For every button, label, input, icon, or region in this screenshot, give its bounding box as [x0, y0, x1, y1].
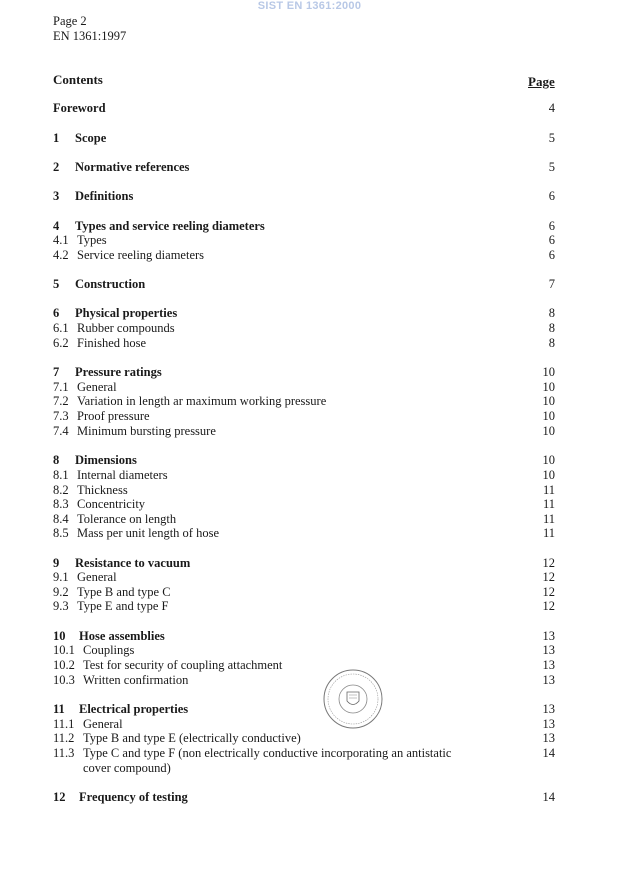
toc-entry-label	[53, 512, 176, 527]
toc-entry-label	[53, 453, 137, 468]
toc-entry-title: Test for security of coupling attachment	[83, 658, 283, 672]
toc-entry-title: Resistance to vacuum	[75, 556, 191, 570]
toc-entry-number: 6.1	[53, 321, 69, 335]
toc-entry-page: 12	[542, 570, 555, 584]
toc-entry-title: Mass per unit length of hose	[77, 526, 219, 540]
toc-entry-page: 13	[542, 643, 555, 657]
toc-entry-label	[53, 673, 188, 688]
toc-entry-title: Type C and type F (non electrically conductive incorporating an antistatic	[83, 746, 452, 760]
toc-entry-page: 8	[548, 321, 555, 335]
toc-entry-title: Type E and type F	[77, 599, 169, 613]
entry-11-3-continuation: cover compound)	[83, 761, 171, 775]
toc-entry-title: Minimum bursting pressure	[77, 424, 216, 438]
toc-entry-number: 8.4	[53, 512, 69, 526]
toc-entry-number: 9	[53, 556, 60, 570]
toc-entry-number: 1	[53, 131, 60, 145]
toc-entry-number: 10.3	[53, 673, 75, 687]
toc-entry-number: 11.2	[53, 731, 75, 745]
toc-entry-title: General	[83, 717, 123, 731]
toc-entry-number: 7.2	[53, 394, 69, 408]
toc-entry-page: 4	[548, 101, 555, 115]
toc-entry-page: 11	[542, 483, 555, 497]
toc-entry-page: 13	[542, 629, 555, 643]
toc-entry-title: Electrical properties	[79, 702, 189, 716]
toc-entry-title: Scope	[75, 131, 107, 145]
toc-entry-number: 3	[53, 189, 60, 203]
toc-entry-label	[53, 570, 117, 585]
toc-entry-number: 8.2	[53, 483, 69, 497]
toc-entry-label	[53, 585, 171, 600]
toc-entry-label	[53, 336, 146, 351]
toc-entry-title: Frequency of testing	[79, 790, 188, 804]
toc-entry-label	[53, 497, 145, 512]
toc-entry-title: General	[77, 570, 117, 584]
toc-entry-page: 6	[548, 189, 555, 203]
toc-entry-title: Construction	[75, 277, 146, 291]
toc-entry-number: 8	[53, 453, 60, 467]
toc-entry-label	[53, 790, 188, 805]
toc-entry-number: 9.2	[53, 585, 69, 599]
toc-entry-label	[53, 717, 123, 732]
toc-entry-page: 13	[542, 658, 555, 672]
toc-entry-label	[53, 394, 326, 409]
toc-entry-number: 4	[53, 219, 60, 233]
toc-entry-number: 9.1	[53, 570, 69, 584]
toc-entry-title: Proof pressure	[77, 409, 150, 423]
toc-entry-page: 13	[542, 731, 555, 745]
toc-entry-label	[53, 658, 282, 673]
toc-entry-title: Tolerance on length	[77, 512, 177, 526]
toc-entry-number: 8.3	[53, 497, 69, 511]
toc-entry-label	[53, 629, 165, 644]
toc-entry-label	[53, 746, 451, 761]
toc-entry-label	[53, 321, 175, 336]
toc-entry-label	[53, 702, 188, 717]
toc-entry-title: Types and service reeling diameters	[75, 219, 265, 233]
page-column-heading: Page	[528, 74, 555, 89]
toc-entry-page: 10	[542, 468, 555, 482]
toc-entry-number: 12	[53, 790, 66, 804]
toc-entry-number: 6	[53, 306, 60, 320]
toc-entry-page: 11	[542, 512, 555, 526]
toc-entry-page: 14	[542, 790, 555, 804]
toc-entry-number: 10.1	[53, 643, 75, 657]
toc-entry-page: 6	[548, 233, 555, 247]
toc-entry-page: 6	[548, 248, 555, 262]
toc-entry-number: 8.5	[53, 526, 69, 540]
toc-entry-number: 7	[53, 365, 60, 379]
toc-entry-title: Finished hose	[77, 336, 147, 350]
toc-entry-label	[53, 556, 190, 571]
toc-entry-number: 9.3	[53, 599, 69, 613]
toc-entry-page: 10	[542, 409, 555, 423]
toc-entry-page: 10	[542, 394, 555, 408]
toc-entry-label	[53, 380, 117, 395]
watermark: SIST EN 1361:2000	[257, 0, 362, 12]
toc-entry-page: 13	[542, 702, 555, 716]
toc-entry-label	[53, 233, 107, 248]
toc-entry-title: Normative references	[75, 160, 190, 174]
toc-entry-title: General	[77, 380, 117, 394]
toc-entry-page: 13	[542, 673, 555, 687]
toc-entry-label	[53, 189, 133, 204]
toc-entry-page: 5	[548, 160, 555, 174]
toc-entry-label	[53, 248, 204, 263]
toc-entry-number: 5	[53, 277, 60, 291]
toc-entry-title: Types	[77, 233, 107, 247]
toc-entry-label	[53, 160, 189, 175]
toc-entry-title: Physical properties	[75, 306, 178, 320]
toc-entry-title: Rubber compounds	[77, 321, 175, 335]
toc-entry-label	[53, 526, 219, 541]
toc-entry-label	[53, 365, 162, 380]
toc-entry-label	[53, 643, 134, 658]
toc-entry-title: Couplings	[83, 643, 135, 657]
toc-entry-page: 5	[548, 131, 555, 145]
toc-entry-title: Written confirmation	[83, 673, 189, 687]
toc-entry-title: Pressure ratings	[75, 365, 162, 379]
toc-entry-label	[53, 424, 216, 439]
toc-entry-page: 12	[542, 585, 555, 599]
toc-entry-title: Internal diameters	[77, 468, 168, 482]
toc-entry-number: 11	[53, 702, 65, 716]
toc-entry-page: 6	[548, 219, 555, 233]
toc-entry-page: 8	[548, 336, 555, 350]
toc-entry-title: Concentricity	[77, 497, 146, 511]
toc-entry-label	[53, 131, 106, 146]
standard-number: EN 1361:1997	[53, 29, 127, 43]
toc-entry-title: Service reeling diameters	[77, 248, 205, 262]
toc-entry-label	[53, 483, 128, 498]
toc-entry-label	[53, 468, 168, 483]
toc-entry-page: 10	[542, 380, 555, 394]
toc-entry-title: Dimensions	[75, 453, 137, 467]
toc-entry-label	[53, 277, 145, 292]
toc-entry-number: 2	[53, 160, 60, 174]
toc-entry-label	[53, 306, 177, 321]
page-number: Page 2	[53, 14, 87, 28]
toc-entry-title: Hose assemblies	[79, 629, 165, 643]
toc-entry-number: 7.3	[53, 409, 69, 423]
toc-entry-title: Type B and type C	[77, 585, 171, 599]
toc-entry-number: 11.1	[53, 717, 75, 731]
toc-entry-page: 13	[542, 717, 555, 731]
toc-entry-page: 14	[542, 746, 555, 760]
toc-entry-page: 10	[542, 453, 555, 467]
toc-entry-title: Thickness	[77, 483, 128, 497]
toc-entry-number: 4.1	[53, 233, 69, 247]
toc-entry-title: Foreword	[53, 101, 106, 115]
toc-entry-label	[53, 101, 106, 116]
toc-entry-number: 8.1	[53, 468, 69, 482]
toc-entry-page: 10	[542, 365, 555, 379]
toc-entry-page: 7	[548, 277, 555, 291]
toc-entry-title: Type B and type E (electrically conductive)	[83, 731, 301, 745]
toc-entry-page: 11	[542, 526, 555, 540]
contents-heading: Contents	[53, 72, 103, 87]
toc-entry-page: 10	[542, 424, 555, 438]
toc-entry-page: 11	[542, 497, 555, 511]
toc-entry-number: 10.2	[53, 658, 75, 672]
toc-entry-number: 10	[53, 629, 66, 643]
toc-entry-page: 12	[542, 556, 555, 570]
toc-entry-label	[53, 219, 265, 234]
toc-entry-page: 12	[542, 599, 555, 613]
toc-entry-label	[53, 731, 301, 746]
toc-entry-number: 7.4	[53, 424, 69, 438]
toc-entry-number: 7.1	[53, 380, 69, 394]
toc-entry-label	[53, 599, 168, 614]
toc-entry-label	[53, 409, 150, 424]
toc-entry-number: 11.3	[53, 746, 75, 760]
toc-entry-title: Variation in length ar maximum working pressure	[77, 394, 327, 408]
toc-entry-page: 8	[548, 306, 555, 320]
toc-entry-number: 4.2	[53, 248, 69, 262]
toc-entry-number: 6.2	[53, 336, 69, 350]
toc-entry-title: Definitions	[75, 189, 134, 203]
seal-stamp-icon	[322, 668, 384, 730]
